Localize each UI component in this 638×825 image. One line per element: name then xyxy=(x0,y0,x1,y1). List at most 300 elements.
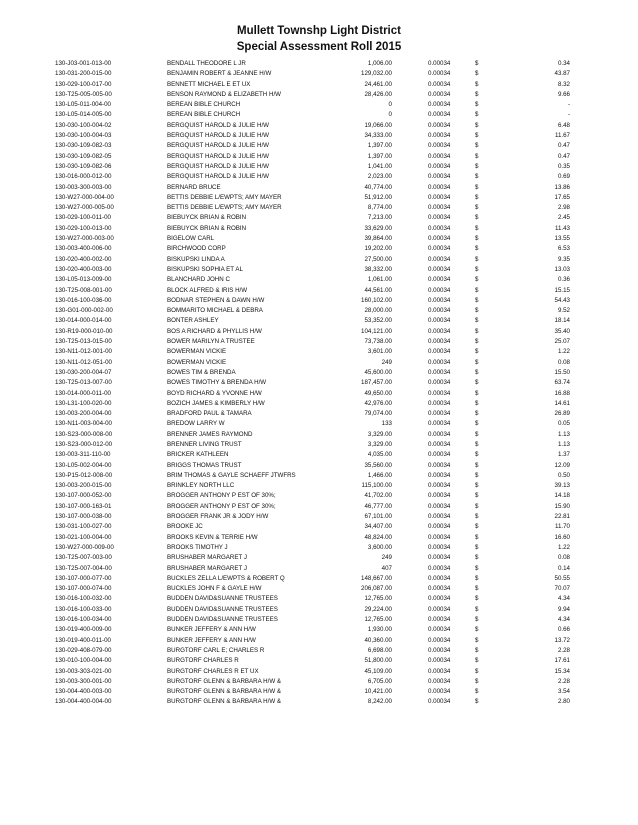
table-row xyxy=(0,481,638,491)
parcel-id: 130-N11-012-001-00 xyxy=(55,348,112,356)
assessment-amount: 2.80 xyxy=(557,698,570,706)
dollar-sign: $ xyxy=(475,348,479,356)
assessment-amount: 17.61 xyxy=(554,657,570,665)
parcel-id: 130-107-000-052-00 xyxy=(55,492,112,500)
assessment-amount: 1.37 xyxy=(557,451,570,459)
taxable-value: 2,023.00 xyxy=(367,173,392,181)
parcel-id: 130-030-200-004-07 xyxy=(55,368,112,376)
parcel-id: 130-016-100-032-00 xyxy=(55,595,112,603)
parcel-id: 130-T25-007-004-00 xyxy=(55,564,112,572)
parcel-id: 130-030-109-082-06 xyxy=(55,162,112,170)
owner-name: BROOKS TIMOTHY J xyxy=(167,543,228,551)
table-row xyxy=(0,172,638,182)
owner-name: BUNKER JEFFERY & ANN H/W xyxy=(167,626,256,634)
parcel-id: 130-003-300-001-00 xyxy=(55,677,112,685)
parcel-id: 130-G01-000-002-00 xyxy=(55,307,113,315)
rate: 0.00034 xyxy=(428,389,451,397)
table-row xyxy=(0,327,638,337)
parcel-id: 130-107-000-077-00 xyxy=(55,574,112,582)
assessment-amount: 6.53 xyxy=(557,245,570,253)
dollar-sign: $ xyxy=(475,410,479,418)
dollar-sign: $ xyxy=(475,90,479,98)
dollar-sign: $ xyxy=(475,688,479,696)
dollar-sign: $ xyxy=(475,389,479,397)
parcel-id: 130-W27-000-005-00 xyxy=(55,204,114,212)
parcel-id: 130-020-400-003-00 xyxy=(55,265,112,273)
owner-name: BURGTORF GLENN & BARBARA H/W & xyxy=(167,688,282,696)
taxable-value: 49,650.00 xyxy=(364,389,392,397)
document-subtitle: Special Assessment Roll 2015 xyxy=(236,41,402,53)
taxable-value: 3,329.00 xyxy=(367,440,392,448)
table-row xyxy=(0,90,638,100)
dollar-sign: $ xyxy=(475,358,479,366)
parcel-id: 130-030-100-004-02 xyxy=(55,121,112,129)
rate: 0.00034 xyxy=(428,646,451,654)
taxable-value: 206,087.00 xyxy=(361,585,392,593)
assessment-amount: 12.09 xyxy=(554,461,570,469)
rate: 0.00034 xyxy=(428,379,451,387)
rate: 0.00034 xyxy=(428,307,451,315)
taxable-value: 249 xyxy=(381,358,392,366)
owner-name: BETTIS DEBBIE L/EWPTS; AMY MAYER xyxy=(167,193,282,201)
owner-name: BUDDEN DAVID&SUANNE TRUSTEES xyxy=(167,595,278,603)
parcel-id: 130-020-400-002-00 xyxy=(55,255,112,263)
assessment-amount: 1.13 xyxy=(557,440,570,448)
rate: 0.00034 xyxy=(428,111,451,119)
taxable-value: 40,774.00 xyxy=(364,183,392,191)
owner-name: BENJAMIN ROBERT & JEANNE H/W xyxy=(167,70,272,78)
parcel-id: 130-003-300-003-00 xyxy=(55,183,112,191)
taxable-value: 28,426.00 xyxy=(364,90,392,98)
parcel-id: 130-003-200-004-00 xyxy=(55,410,112,418)
dollar-sign: $ xyxy=(475,152,479,160)
taxable-value: 38,332.00 xyxy=(364,265,392,273)
parcel-id: 130-021-100-004-00 xyxy=(55,533,112,541)
rate: 0.00034 xyxy=(428,162,451,170)
dollar-sign: $ xyxy=(475,379,479,387)
rate: 0.00034 xyxy=(428,657,451,665)
table-row xyxy=(0,461,638,471)
parcel-id: 130-W27-000-004-00 xyxy=(55,193,114,201)
parcel-id: 130-030-109-082-03 xyxy=(55,142,112,150)
assessment-amount: 6.48 xyxy=(557,121,570,129)
taxable-value: 115,100.00 xyxy=(361,482,392,490)
rate: 0.00034 xyxy=(428,399,451,407)
taxable-value: 1,466.00 xyxy=(367,471,392,479)
taxable-value: 6,705.00 xyxy=(367,677,392,685)
taxable-value: 129,032.00 xyxy=(361,70,392,78)
owner-name: BRUSHABER MARGARET J xyxy=(167,554,247,562)
owner-name: BENSON RAYMOND & ELIZABETH H/W xyxy=(167,90,282,98)
table-row xyxy=(0,203,638,213)
taxable-value: 4,035.00 xyxy=(367,451,392,459)
rate: 0.00034 xyxy=(428,348,451,356)
taxable-value: 51,912.00 xyxy=(364,193,392,201)
parcel-id: 130-014-000-011-00 xyxy=(55,389,111,397)
rate: 0.00034 xyxy=(428,224,451,232)
table-row xyxy=(0,183,638,193)
parcel-id: 130-L05-002-004-00 xyxy=(55,461,112,469)
assessment-amount: 2.28 xyxy=(557,677,570,685)
taxable-value: 53,352.00 xyxy=(364,317,392,325)
taxable-value: 73,738.00 xyxy=(364,338,392,346)
rate: 0.00034 xyxy=(428,245,451,253)
rate: 0.00034 xyxy=(428,338,451,346)
dollar-sign: $ xyxy=(475,296,479,304)
owner-name: BOS A RICHARD & PHYLLIS H/W xyxy=(167,327,262,335)
owner-name: BOWES TIMOTHY & BRENDA H/W xyxy=(167,379,267,387)
owner-name: BOWER MARILYN A TRUSTEE xyxy=(167,338,255,346)
parcel-id: 130-014-000-014-00 xyxy=(55,317,112,325)
parcel-id: 130-031-100-027-00 xyxy=(55,523,112,531)
dollar-sign: $ xyxy=(475,338,479,346)
owner-name: BERGQUIST HAROLD & JULIE H/W xyxy=(167,142,269,150)
rate: 0.00034 xyxy=(428,574,451,582)
taxable-value: 160,102.00 xyxy=(361,296,392,304)
rate: 0.00034 xyxy=(428,698,451,706)
parcel-id: 130-107-000-038-00 xyxy=(55,513,112,521)
taxable-value: 249 xyxy=(381,554,392,562)
assessment-amount: 1.22 xyxy=(557,348,570,356)
rate: 0.00034 xyxy=(428,688,451,696)
rate: 0.00034 xyxy=(428,60,451,67)
dollar-sign: $ xyxy=(475,451,479,459)
table-row xyxy=(0,553,638,563)
table-row xyxy=(0,213,638,223)
parcel-id: 130-016-000-012-00 xyxy=(55,173,112,181)
rate: 0.00034 xyxy=(428,286,451,294)
table-row xyxy=(0,625,638,635)
taxable-value: 7,213.00 xyxy=(367,214,392,222)
rate: 0.00034 xyxy=(428,554,451,562)
table-row xyxy=(0,121,638,131)
dollar-sign: $ xyxy=(475,286,479,294)
assessment-amount: 0.08 xyxy=(557,554,570,562)
dollar-sign: $ xyxy=(475,214,479,222)
dollar-sign: $ xyxy=(475,327,479,335)
table-row xyxy=(0,543,638,553)
dollar-sign: $ xyxy=(475,70,479,78)
owner-name: BERGQUIST HAROLD & JULIE H/W xyxy=(167,152,269,160)
table-row xyxy=(0,615,638,625)
table-row xyxy=(0,440,638,450)
taxable-value: 12,765.00 xyxy=(364,616,392,624)
taxable-value: 1,006.00 xyxy=(367,60,392,67)
rate: 0.00034 xyxy=(428,430,451,438)
dollar-sign: $ xyxy=(475,616,479,624)
parcel-id: 130-016-100-034-00 xyxy=(55,616,112,624)
assessment-amount: - xyxy=(567,101,570,109)
parcel-id: 130-029-100-017-00 xyxy=(55,80,112,88)
owner-name: BRICKER KATHLEEN xyxy=(167,451,229,459)
dollar-sign: $ xyxy=(475,111,479,119)
owner-name: BUDDEN DAVID&SUANNE TRUSTEES xyxy=(167,616,278,624)
owner-name: BERGQUIST HAROLD & JULIE H/W xyxy=(167,132,269,140)
table-row xyxy=(0,667,638,677)
assessment-amount: 13.55 xyxy=(554,235,570,243)
dollar-sign: $ xyxy=(475,667,479,675)
assessment-amount: 13.86 xyxy=(554,183,570,191)
assessment-amount: 4.34 xyxy=(557,595,570,603)
table-row xyxy=(0,564,638,574)
rate: 0.00034 xyxy=(428,492,451,500)
taxable-value: 27,500.00 xyxy=(364,255,392,263)
dollar-sign: $ xyxy=(475,430,479,438)
table-row xyxy=(0,265,638,275)
owner-name: BURGTORF CHARLES R ET UX xyxy=(167,667,259,675)
parcel-id: 130-P15-012-008-00 xyxy=(55,471,113,479)
owner-name: BRUSHABER MARGARET J xyxy=(167,564,247,572)
parcel-id: 130-003-400-006-00 xyxy=(55,245,112,253)
dollar-sign: $ xyxy=(475,564,479,572)
table-row xyxy=(0,306,638,316)
table-row xyxy=(0,522,638,532)
table-row xyxy=(0,152,638,162)
assessment-amount: 3.54 xyxy=(557,688,570,696)
owner-name: BLANCHARD JOHN C xyxy=(167,276,230,284)
assessment-amount: 4.34 xyxy=(557,616,570,624)
table-row xyxy=(0,409,638,419)
parcel-id: 130-S23-000-008-00 xyxy=(55,430,113,438)
dollar-sign: $ xyxy=(475,471,479,479)
assessment-amount: 2.45 xyxy=(557,214,570,222)
rate: 0.00034 xyxy=(428,420,451,428)
rate: 0.00034 xyxy=(428,132,451,140)
dollar-sign: $ xyxy=(475,142,479,150)
table-row xyxy=(0,347,638,357)
taxable-value: 45,600.00 xyxy=(364,368,392,376)
rate: 0.00034 xyxy=(428,482,451,490)
dollar-sign: $ xyxy=(475,132,479,140)
rate: 0.00034 xyxy=(428,626,451,634)
table-row xyxy=(0,450,638,460)
owner-name: BEREAN BIBLE CHURCH xyxy=(167,111,241,119)
rate: 0.00034 xyxy=(428,296,451,304)
rate: 0.00034 xyxy=(428,214,451,222)
table-row xyxy=(0,286,638,296)
parcel-id: 130-003-311-110-00 xyxy=(55,451,111,459)
owner-name: BENNETT MICHAEL E ET UX xyxy=(167,80,251,88)
table-row xyxy=(0,594,638,604)
rate: 0.00034 xyxy=(428,523,451,531)
assessment-amount: 0.50 xyxy=(557,471,570,479)
taxable-value: 0 xyxy=(388,101,392,109)
parcel-id: 130-N11-012-051-00 xyxy=(55,358,112,366)
table-row xyxy=(0,533,638,543)
taxable-value: 40,360.00 xyxy=(364,636,392,644)
assessment-amount: 54.43 xyxy=(554,296,570,304)
dollar-sign: $ xyxy=(475,235,479,243)
owner-name: BURGTORF CARL E; CHARLES R xyxy=(167,646,265,654)
parcel-id: 130-030-109-082-05 xyxy=(55,152,112,160)
parcel-id: 130-N11-003-004-00 xyxy=(55,420,112,428)
owner-name: BUCKLES ZELLA L/EWPTS & ROBERT Q xyxy=(167,574,285,582)
assessment-amount: 39.13 xyxy=(554,482,570,490)
table-row xyxy=(0,162,638,172)
dollar-sign: $ xyxy=(475,574,479,582)
assessment-amount: 8.32 xyxy=(557,80,570,88)
dollar-sign: $ xyxy=(475,193,479,201)
owner-name: BIEBUYCK BRIAN & ROBIN xyxy=(167,224,247,232)
rate: 0.00034 xyxy=(428,440,451,448)
taxable-value: 1,397.00 xyxy=(367,142,392,150)
rate: 0.00034 xyxy=(428,204,451,212)
dollar-sign: $ xyxy=(475,224,479,232)
assessment-amount: 0.35 xyxy=(557,162,570,170)
owner-name: BOWERMAN VICKIE xyxy=(167,358,227,366)
assessment-amount: 35.40 xyxy=(554,327,570,335)
assessment-amount: 0.66 xyxy=(557,626,570,634)
table-row xyxy=(0,677,638,687)
dollar-sign: $ xyxy=(475,605,479,613)
parcel-id: 130-004-400-003-00 xyxy=(55,688,112,696)
parcel-id: 130-029-100-013-00 xyxy=(55,224,112,232)
dollar-sign: $ xyxy=(475,183,479,191)
taxable-value: 1,397.00 xyxy=(367,152,392,160)
owner-name: BROGGER ANTHONY P EST OF 30%; xyxy=(167,502,276,510)
dollar-sign: $ xyxy=(475,677,479,685)
rate: 0.00034 xyxy=(428,502,451,510)
table-row xyxy=(0,358,638,368)
table-row xyxy=(0,224,638,234)
table-row xyxy=(0,605,638,615)
assessment-amount: 0.14 xyxy=(557,564,570,572)
owner-name: BEREAN BIBLE CHURCH xyxy=(167,101,241,109)
owner-name: BISKUPSKI SOPHIA ET AL xyxy=(167,265,243,273)
rate: 0.00034 xyxy=(428,152,451,160)
table-row xyxy=(0,636,638,646)
parcel-id: 130-W27-000-003-00 xyxy=(55,235,114,243)
taxable-value: 42,976.00 xyxy=(364,399,392,407)
owner-name: BIGELOW CARL xyxy=(167,235,215,243)
owner-name: BOWERMAN VICKIE xyxy=(167,348,227,356)
owner-name: BRENNER JAMES RAYMOND xyxy=(167,430,253,438)
rate: 0.00034 xyxy=(428,636,451,644)
owner-name: BISKUPSKI LINDA A xyxy=(167,255,225,263)
dollar-sign: $ xyxy=(475,595,479,603)
rate: 0.00034 xyxy=(428,595,451,603)
table-row xyxy=(0,574,638,584)
rate: 0.00034 xyxy=(428,80,451,88)
owner-name: BOMMARITO MICHAEL & DEBRA xyxy=(167,307,263,315)
table-row xyxy=(0,100,638,110)
owner-name: BUDDEN DAVID&SUANNE TRUSTEES xyxy=(167,605,278,613)
table-row xyxy=(0,491,638,501)
owner-name: BROOKE JC xyxy=(167,523,203,531)
taxable-value: 44,561.00 xyxy=(364,286,392,294)
assessment-amount: 15.34 xyxy=(554,667,570,675)
rate: 0.00034 xyxy=(428,358,451,366)
rate: 0.00034 xyxy=(428,410,451,418)
rate: 0.00034 xyxy=(428,101,451,109)
taxable-value: 39,864.00 xyxy=(364,235,392,243)
parcel-id: 130-L31-100-020-00 xyxy=(55,399,112,407)
owner-name: BRIM THOMAS & GAYLE SCHAEFF JTWFRS xyxy=(167,471,296,479)
owner-name: BURGTORF CHARLES R xyxy=(167,657,239,665)
dollar-sign: $ xyxy=(475,626,479,634)
taxable-value: 51,800.00 xyxy=(364,657,392,665)
taxable-value: 3,600.00 xyxy=(367,543,392,551)
assessment-amount: 15.90 xyxy=(554,502,570,510)
parcel-id: 130-L05-014-005-00 xyxy=(55,111,112,119)
taxable-value: 3,601.00 xyxy=(367,348,392,356)
taxable-value: 67,101.00 xyxy=(364,513,392,521)
dollar-sign: $ xyxy=(475,80,479,88)
owner-name: BURGTORF GLENN & BARBARA H/W & xyxy=(167,677,282,685)
dollar-sign: $ xyxy=(475,307,479,315)
rate: 0.00034 xyxy=(428,461,451,469)
dollar-sign: $ xyxy=(475,482,479,490)
taxable-value: 3,329.00 xyxy=(367,430,392,438)
rate: 0.00034 xyxy=(428,235,451,243)
taxable-value: 48,824.00 xyxy=(364,533,392,541)
parcel-id: 130-031-200-015-00 xyxy=(55,70,112,78)
owner-name: BRENNER LIVING TRUST xyxy=(167,440,242,448)
parcel-id: 130-T25-008-001-00 xyxy=(55,286,112,294)
taxable-value: 34,407.00 xyxy=(364,523,392,531)
taxable-value: 34,333.00 xyxy=(364,132,392,140)
dollar-sign: $ xyxy=(475,255,479,263)
rate: 0.00034 xyxy=(428,533,451,541)
taxable-value: 0 xyxy=(388,111,392,119)
parcel-id: 130-S23-000-012-00 xyxy=(55,440,113,448)
dollar-sign: $ xyxy=(475,368,479,376)
taxable-value: 12,765.00 xyxy=(364,595,392,603)
table-row xyxy=(0,378,638,388)
dollar-sign: $ xyxy=(475,533,479,541)
table-row xyxy=(0,110,638,120)
assessment-amount: 17.65 xyxy=(554,193,570,201)
rate: 0.00034 xyxy=(428,121,451,129)
table-row xyxy=(0,584,638,594)
rate: 0.00034 xyxy=(428,276,451,284)
dollar-sign: $ xyxy=(475,543,479,551)
assessment-amount: 0.47 xyxy=(557,152,570,160)
taxable-value: 28,000.00 xyxy=(364,307,392,315)
assessment-table xyxy=(0,59,638,708)
dollar-sign: $ xyxy=(475,646,479,654)
dollar-sign: $ xyxy=(475,420,479,428)
table-row xyxy=(0,234,638,244)
owner-name: BRINKLEY NORTH LLC xyxy=(167,482,235,490)
assessment-amount: 0.08 xyxy=(557,358,570,366)
rate: 0.00034 xyxy=(428,70,451,78)
assessment-amount: 50.55 xyxy=(554,574,570,582)
parcel-id: 130-004-400-004-00 xyxy=(55,698,112,706)
taxable-value: 35,560.00 xyxy=(364,461,392,469)
owner-name: BIEBUYCK BRIAN & ROBIN xyxy=(167,214,247,222)
dollar-sign: $ xyxy=(475,657,479,665)
table-row xyxy=(0,697,638,707)
rate: 0.00034 xyxy=(428,183,451,191)
taxable-value: 29,224.00 xyxy=(364,605,392,613)
assessment-amount: 70.07 xyxy=(554,585,570,593)
assessment-amount: 14.61 xyxy=(554,399,570,407)
dollar-sign: $ xyxy=(475,60,479,67)
owner-name: BOYD RICHARD & YVONNE H/W xyxy=(167,389,262,397)
assessment-amount: 0.69 xyxy=(557,173,570,181)
assessment-amount: 15.15 xyxy=(554,286,570,294)
assessment-amount: 16.88 xyxy=(554,389,570,397)
taxable-value: 8,774.00 xyxy=(367,204,392,212)
assessment-amount: 11.70 xyxy=(554,523,570,531)
table-row xyxy=(0,193,638,203)
owner-name: BERGQUIST HAROLD & JULIE H/W xyxy=(167,162,269,170)
assessment-amount: 26.89 xyxy=(554,410,570,418)
rate: 0.00034 xyxy=(428,173,451,181)
rate: 0.00034 xyxy=(428,605,451,613)
dollar-sign: $ xyxy=(475,276,479,284)
